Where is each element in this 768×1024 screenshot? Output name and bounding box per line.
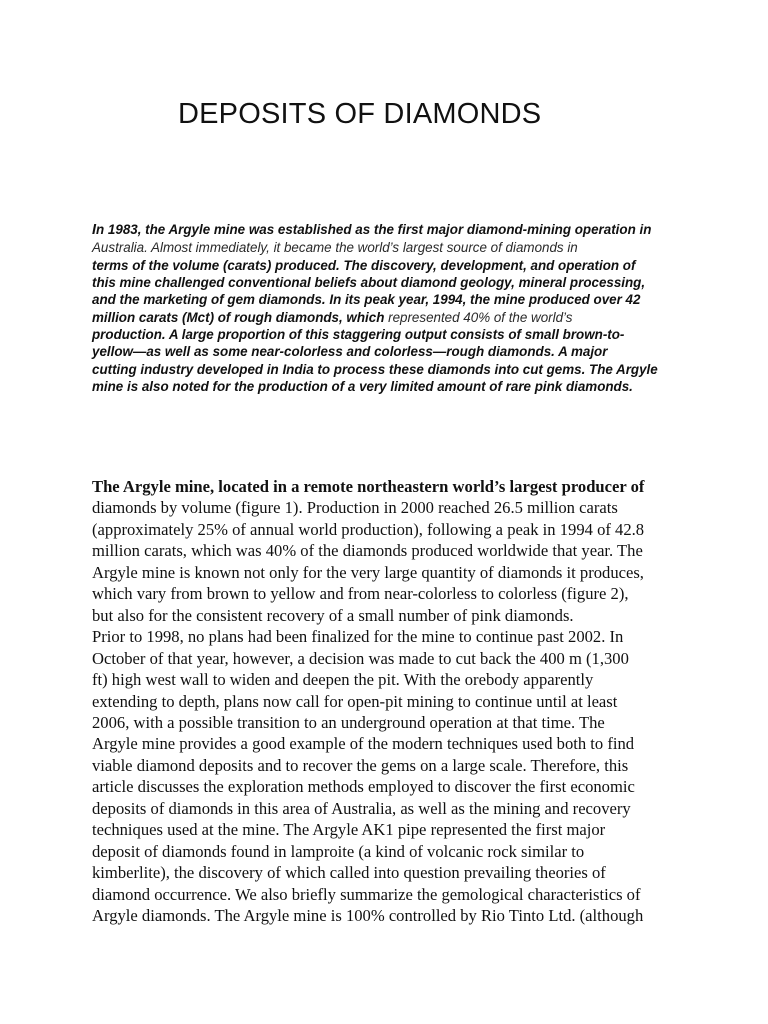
body-line-text: diamonds by volume (figure 1). Production in 2000 reached 26.5 million carats — [92, 498, 618, 518]
body-line — [92, 691, 712, 712]
body-line-text: which vary from brown to yellow and from near-colorless to colorless (figure 2), — [92, 584, 629, 604]
body-line-text: Argyle mine is known not only for the very large quantity of diamonds it produces, — [92, 562, 644, 582]
abstract-line — [92, 274, 692, 291]
abstract-paragraph — [92, 221, 692, 395]
body-line-text: 2006, with a possible transition to an underground operation at that time. The — [92, 712, 605, 732]
abstract-line — [92, 221, 692, 239]
body-line-text: viable diamond deposits and to recover the gems on a large scale. Therefore, this — [92, 755, 629, 775]
abstract-line-text: represented 40% of the world’s — [388, 309, 573, 325]
body-line-text: million carats, which was 40% of the diamonds produced worldwide that year. The — [92, 541, 643, 561]
body-line-text: techniques used at the mine. The Argyle AK1 pipe represented the first major — [92, 820, 606, 840]
abstract-line-text: mine is also noted for the production of a very limited amount of rare pink diamonds. — [92, 379, 633, 395]
body-line — [92, 648, 712, 669]
body-line-text: deposits of diamonds in this area of Australia, as well as the mining and recovery — [92, 798, 631, 818]
body-line — [92, 776, 712, 797]
body-line — [92, 841, 712, 862]
page-title: DEPOSITS OF DIAMONDS — [178, 98, 542, 130]
body-line — [92, 819, 712, 840]
body-line-text: October of that year, however, a decision was made to cut back the 400 m (1,300 — [92, 648, 629, 668]
body-line-text: but also for the consistent recovery of a small number of pink diamonds. — [92, 605, 574, 625]
body-line — [92, 669, 712, 690]
body-line-text: ft) high west wall to widen and deepen the pit. With the orebody apparently — [92, 670, 594, 690]
body-line-text: deposit of diamonds found in lamproite (a kind of volcanic rock similar to — [92, 841, 585, 861]
abstract-line-text: cutting industry developed in India to process these diamonds into cut gems. The Argyle — [92, 361, 658, 377]
body-line — [92, 626, 712, 647]
body-paragraph — [92, 476, 712, 927]
body-line-text: Argyle diamonds. The Argyle mine is 100% controlled by Rio Tinto Ltd. (although — [92, 906, 644, 926]
abstract-line-text: terms of the volume (carats) produced. The discovery, development, and operation of — [92, 257, 636, 273]
body-line — [92, 755, 712, 776]
body-line — [92, 712, 712, 733]
body-line — [92, 562, 712, 583]
body-line-text: Prior to 1998, no plans had been finalized for the mine to continue past 2002. In — [92, 627, 624, 647]
abstract-line — [92, 361, 692, 378]
body-line — [92, 798, 712, 819]
body-line — [92, 733, 712, 754]
abstract-line-text: Australia. Almost immediately, it became the world’s largest source of diamonds in — [92, 240, 578, 256]
body-line — [92, 519, 712, 540]
body-line-text: (approximately 25% of annual world production), following a peak in 1994 of 42.8 — [92, 519, 645, 539]
body-line — [92, 905, 712, 926]
body-line — [92, 884, 712, 905]
abstract-line — [92, 309, 692, 326]
body-line — [92, 497, 712, 518]
body-line-text: The Argyle mine, located in a remote northeastern world’s largest producer of — [92, 477, 645, 496]
body-line-text: article discusses the exploration methods employed to discover the first economic — [92, 777, 635, 797]
body-line — [92, 476, 712, 497]
abstract-line-text: n 1983, the Argyle mine was established as the first major diamond-mining operation in — [96, 222, 652, 237]
abstract-line-text: this mine challenged conventional beliefs about diamond geology, mineral processing, — [92, 275, 646, 291]
abstract-line — [92, 257, 692, 274]
body-line — [92, 540, 712, 561]
abstract-line-text: and the marketing of gem diamonds. In its peak year, 1994, the mine produced over 42 — [92, 292, 641, 308]
abstract-line-text: I — [92, 222, 97, 238]
body-line-text: Argyle mine provides a good example of the modern techniques used both to find — [92, 734, 635, 754]
body-line — [92, 862, 712, 883]
body-line-text: diamond occurrence. We also briefly summarize the gemological characteristics of — [92, 884, 641, 904]
body-line — [92, 605, 712, 626]
abstract-line — [92, 378, 692, 395]
abstract-line — [92, 239, 692, 256]
body-line — [92, 583, 712, 604]
body-line-text: kimberlite), the discovery of which called into question prevailing theories of — [92, 863, 606, 883]
abstract-line-text: production. A large proportion of this staggering output consists of small brown-to- — [92, 327, 625, 343]
abstract-line — [92, 343, 692, 360]
abstract-line-text: million carats (Mct) of rough diamonds, which — [92, 309, 389, 325]
body-line-text: extending to depth, plans now call for open-pit mining to continue until at least — [92, 691, 618, 711]
abstract-line-text: yellow—as well as some near-colorless and colorless—rough diamonds. A major — [92, 344, 608, 360]
abstract-line — [92, 326, 692, 343]
abstract-line — [92, 291, 692, 308]
